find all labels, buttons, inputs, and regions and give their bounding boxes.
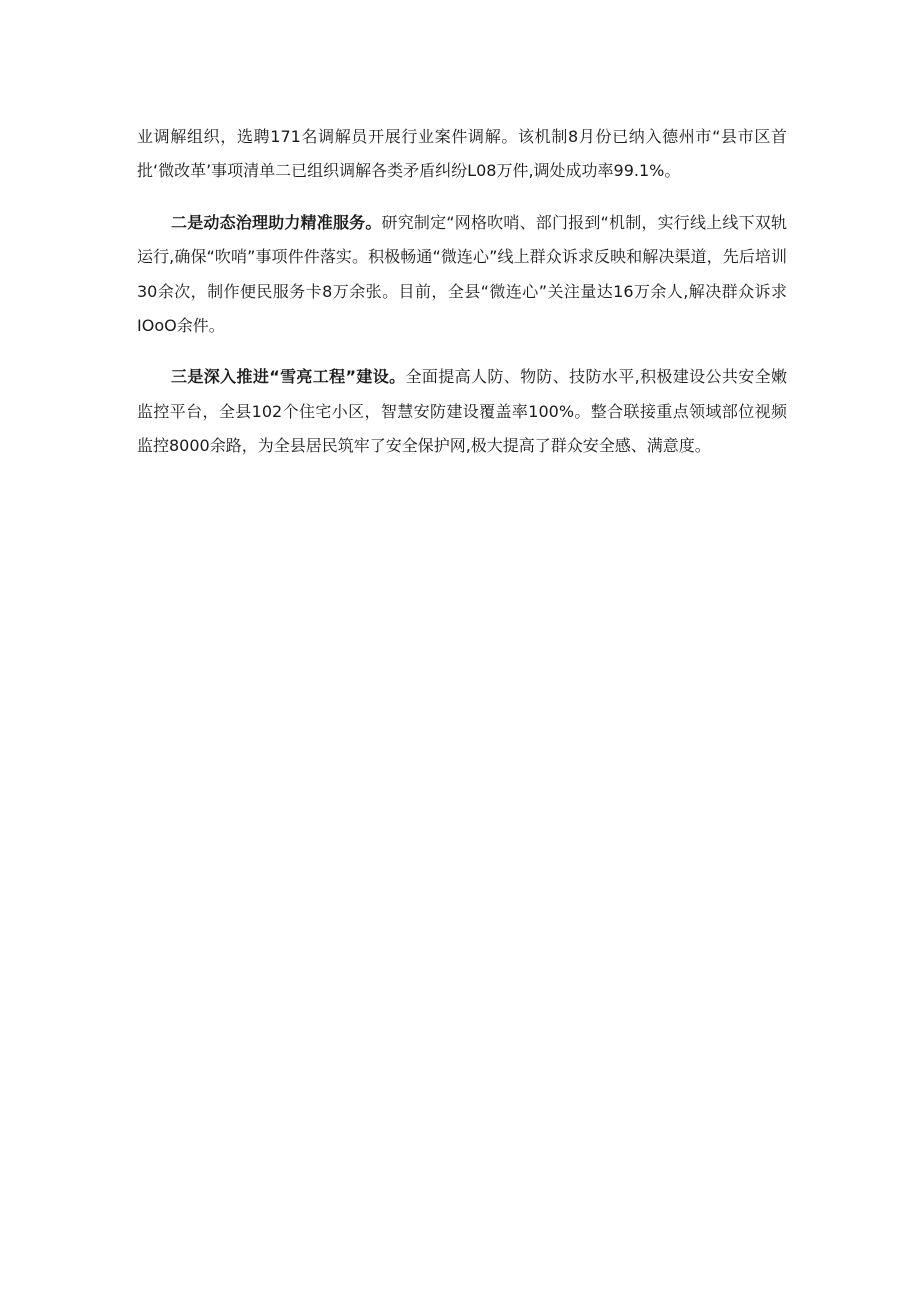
- paragraph-dynamic-governance: [137, 206, 787, 344]
- paragraph-text: 全面提高人防、物防、技防水平,积极建设公共安全嫩监控平台，全县102个住宅小区，智慧安防建设覆盖率100%。整合联接重点领域部位视频监控8000余路，为全县居民筑牢了安全保护网,极大提高了群众安全感、满意度。: [137, 367, 787, 456]
- document-body: [137, 120, 787, 481]
- paragraph-heading: 二是动态治理助力精准服务。: [171, 212, 382, 232]
- paragraph-xueliang-project: [137, 360, 787, 463]
- paragraph-text: 业调解组织，选聘171名调解员开展行业案件调解。该机制8月份已纳入德州市“县市区首批‘微改革’事项清单二已组织调解各类矛盾纠纷L08万件,调处成功率99.1%。: [137, 127, 787, 181]
- paragraph-heading: 三是深入推进“雪亮工程”建设。: [171, 367, 406, 387]
- paragraph-continuation: [137, 120, 787, 189]
- paragraph-text: 研究制定“网格吹哨、部门报到“机制，实行线上线下双轨运行,确保“吹哨”事项件件落实。积极畅通“微连心”线上群众诉求反映和解决渠道，先后培训30余次，制作便民服务卡8万余张。目前，全县“微连心”关注量达16万余人,解决群众诉求IOoO余件。: [137, 212, 787, 336]
